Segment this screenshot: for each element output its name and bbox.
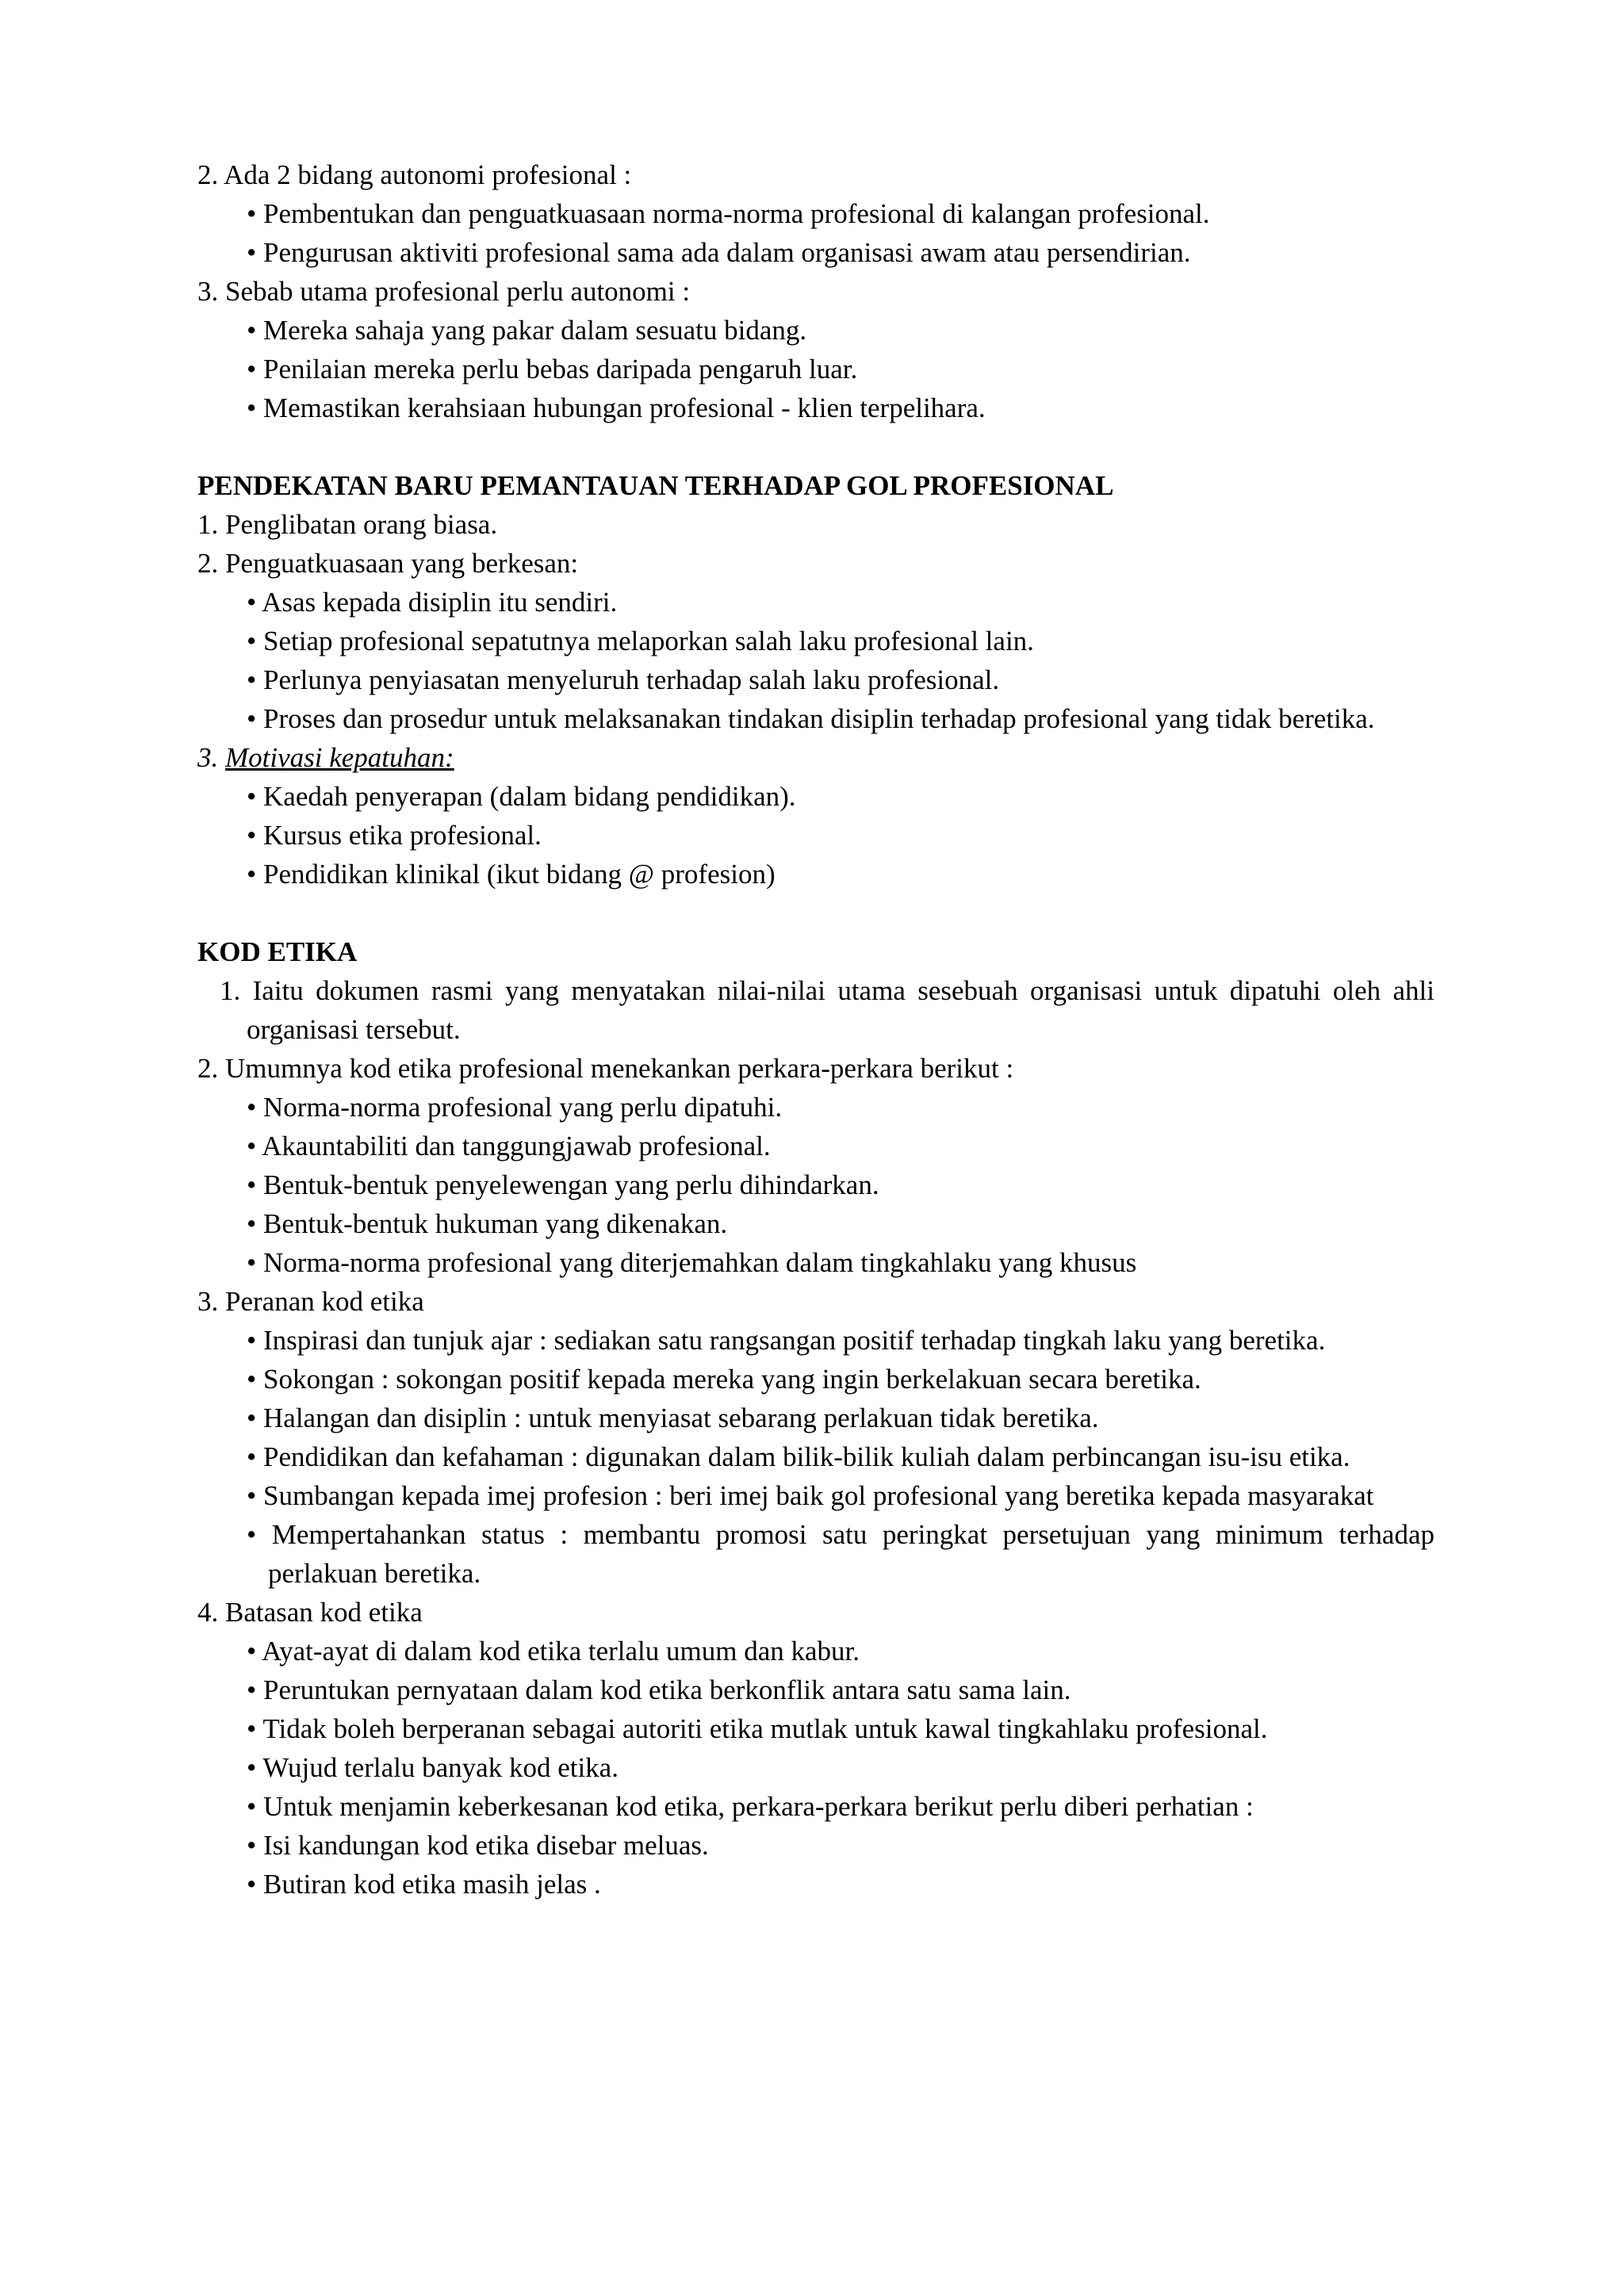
section-heading-kod-etika: KOD ETIKA xyxy=(197,936,358,967)
bullet-item: • Mereka sahaja yang pakar dalam sesuatu bidang. xyxy=(247,315,807,346)
list-item-motivasi xyxy=(197,738,1434,777)
bullet-item: • Pengurusan aktiviti profesional sama ada dalam organisasi awam atau persendirian. xyxy=(247,237,1191,268)
bullet-item: • Sumbangan kepada imej profesion : beri imej baik gol profesional yang beretika kepada masyarakat xyxy=(247,1480,1374,1511)
bullet-item: • Inspirasi dan tunjuk ajar : sediakan satu rangsangan positif terhadap tingkah laku yang beretika. xyxy=(247,1325,1326,1356)
bullet-item: • Sokongan : sokongan positif kepada mereka yang ingin berkelakuan secara beretika. xyxy=(247,1364,1201,1395)
list-item: 1. Penglibatan orang biasa. xyxy=(197,509,498,540)
list-item: 3. Peranan kod etika xyxy=(197,1286,424,1317)
spacer xyxy=(197,894,1434,932)
bullet-item: • Peruntukan pernyataan dalam kod etika berkonflik antara satu sama lain. xyxy=(247,1674,1071,1705)
bullet-item: • Proses dan prosedur untuk melaksanakan tindakan disiplin terhadap profesional yang tidak beretika. xyxy=(247,703,1375,734)
list-item-autonomi-bidang: 2. Ada 2 bidang autonomi profesional : xyxy=(197,159,632,190)
bullet-item: • Pembentukan dan penguatkuasaan norma-norma profesional di kalangan profesional. xyxy=(247,198,1210,229)
bullet-item: • Bentuk-bentuk penyelewengan yang perlu dihindarkan. xyxy=(247,1169,879,1200)
bullet-item: • Akauntabiliti dan tanggungjawab profesional. xyxy=(247,1131,771,1161)
bullet-item: • Isi kandungan kod etika disebar meluas. xyxy=(247,1830,709,1861)
bullet-item: • Ayat-ayat di dalam kod etika terlalu umum dan kabur. xyxy=(247,1636,860,1667)
list-number: 3. xyxy=(197,742,219,773)
list-item-sebab-autonomi: 3. Sebab utama profesional perlu autonomi : xyxy=(197,276,691,307)
list-item: 2. Umumnya kod etika profesional menekankan perkara-perkara berikut : xyxy=(197,1053,1014,1084)
bullet-item: • Kursus etika profesional. xyxy=(247,820,542,851)
document-body xyxy=(197,155,1434,1904)
list-item: 2. Penguatkuasaan yang berkesan: xyxy=(197,548,579,579)
bullet-item: • Kaedah penyerapan (dalam bidang pendidikan). xyxy=(247,781,796,812)
bullet-item: • Norma-norma profesional yang perlu dipatuhi. xyxy=(247,1092,783,1123)
bullet-item: • Perlunya penyiasatan menyeluruh terhadap salah laku profesional. xyxy=(247,664,1000,695)
bullet-item: • Pendidikan dan kefahaman : digunakan dalam bilik-bilik kuliah dalam perbincangan isu-isu etika. xyxy=(247,1441,1350,1472)
bullet-item: • Penilaian mereka perlu bebas daripada pengaruh luar. xyxy=(247,354,858,385)
bullet-item: • Norma-norma profesional yang diterjemahkan dalam tingkahlaku yang khusus xyxy=(247,1247,1137,1278)
bullet-item: • Bentuk-bentuk hukuman yang dikenakan. xyxy=(247,1208,728,1239)
bullet-item: • Setiap profesional sepatutnya melaporkan salah laku profesional lain. xyxy=(247,626,1034,656)
bullet-item: • Butiran kod etika masih jelas . xyxy=(247,1869,601,1900)
bullet-item: • Memastikan kerahsiaan hubungan profesional - klien terpelihara. xyxy=(247,392,986,423)
bullet-item: • Pendidikan klinikal (ikut bidang @ profesion) xyxy=(247,859,776,890)
list-item: 1. Iaitu dokumen rasmi yang menyatakan nilai-nilai utama sesebuah organisasi untuk dipatuhi oleh ahli organisasi tersebut. xyxy=(220,975,1434,1045)
bullet-item: • Halangan dan disiplin : untuk menyiasat sebarang perlakuan tidak beretika. xyxy=(247,1402,1099,1433)
bullet-item: • Tidak boleh berperanan sebagai autoriti etika mutlak untuk kawal tingkahlaku profesional. xyxy=(247,1713,1268,1744)
spacer xyxy=(197,427,1434,466)
bullet-item: • Untuk menjamin keberkesanan kod etika, perkara-perkara berikut perlu diberi perhatian : xyxy=(247,1791,1254,1822)
bullet-item: • Asas kepada disiplin itu sendiri. xyxy=(247,587,618,618)
section-heading-pendekatan: PENDEKATAN BARU PEMANTAUAN TERHADAP GOL PROFESIONAL xyxy=(197,470,1114,501)
list-item-label: Motivasi kepatuhan: xyxy=(225,742,454,773)
bullet-item: • Mempertahankan status : membantu promosi satu peringkat persetujuan yang minimum terhadap perlakuan beretika. xyxy=(247,1519,1434,1589)
bullet-item: • Wujud terlalu banyak kod etika. xyxy=(247,1752,619,1783)
list-item: 4. Batasan kod etika xyxy=(197,1597,423,1628)
